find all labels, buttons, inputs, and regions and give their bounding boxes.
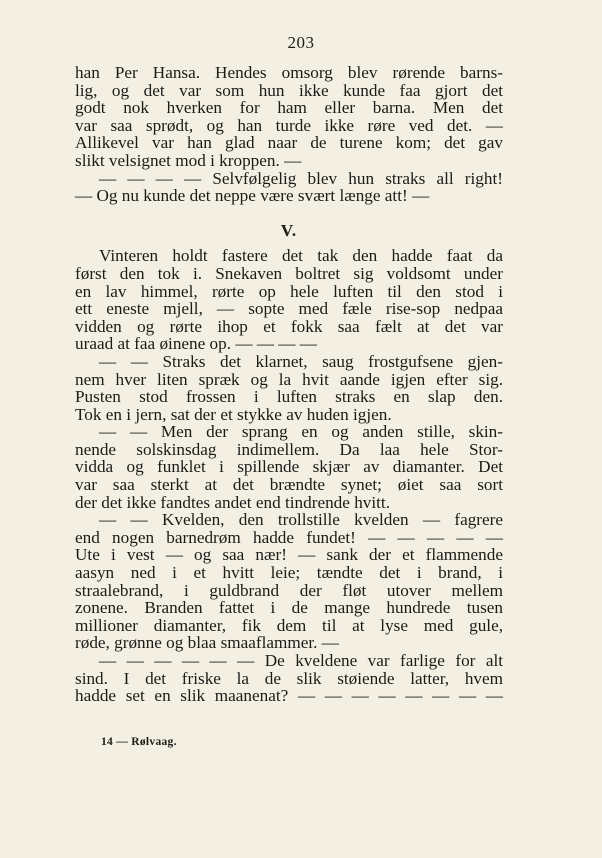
text-line: millioner diamanter, fik dem til at lyse med gule, — [75, 615, 503, 635]
text-line: røde, grønne og blaa smaaflammer. — — [75, 633, 339, 653]
text-line: — Og nu kunde det neppe være svært længe att! — — [75, 186, 430, 206]
text-line: nende solskinsdag indimellem. Da laa hele Stor- — [75, 439, 503, 459]
page-number: 203 — [287, 33, 315, 52]
paragraph — [75, 64, 503, 170]
paragraph — [75, 423, 503, 511]
text-line: Allikevel var han glad naar de turene kom; det gav — [75, 133, 503, 153]
text-line: — — — — — — De kveldene var farlige for alt — [99, 651, 503, 670]
text-line: Ute i vest — og saa nær! — sank der et flammende — [75, 545, 503, 565]
text-line: der det ikke fandtes andet end tindrende hvitt. — [75, 492, 390, 512]
text-line: en lav himmel, rørte op hele luften til den stod i — [75, 281, 503, 301]
text-line: — — Kvelden, den trollstille kvelden — fagrere — [99, 510, 503, 530]
body-text — [75, 64, 503, 705]
text-line: — — — — Selvfølgelig blev hun straks all right! — [99, 168, 503, 188]
footer-signature: 14 — Rølvaag. — [101, 736, 177, 748]
text-line: Pusten stod frossen i luften straks en slap den. — [75, 387, 503, 407]
text-line: var saa sterkt at det brændte synet; øiet saa sort — [75, 475, 503, 495]
text-line: slikt velsignet mod i kroppen. — — [75, 150, 302, 170]
text-line: Vinteren holdt fastere det tak den hadde faat da — [99, 246, 503, 266]
paragraph — [75, 247, 503, 353]
text-line: — — Men der sprang en og anden stille, skin- — [99, 422, 503, 442]
section-heading: V. — [280, 220, 298, 240]
paragraph — [75, 652, 503, 705]
paragraph — [75, 170, 503, 205]
text-line: vidden og rørte ihop et fokk saa fælt at det var — [75, 316, 503, 336]
text-line: godt nok hverken for ham eller barna. Men det — [75, 98, 503, 118]
text-line: var saa sprødt, og han turde ikke røre ved det. — — [75, 115, 503, 135]
text-line: uraad at faa øinene op. — — — — — [75, 334, 317, 354]
text-line: straalebrand, i guldbrand der fløt utover mellem — [75, 580, 503, 600]
text-line: Tok en i jern, sat der et stykke av huden igjen. — [75, 404, 392, 424]
text-line: lig, og det var som hun ikke kunde faa gjort det — [75, 80, 503, 100]
text-line: han Per Hansa. Hendes omsorg blev rørende barns- — [75, 63, 503, 82]
paragraph — [75, 511, 503, 652]
text-line: først den tok i. Snekaven boltret sig voldsomt under — [75, 263, 503, 283]
text-line: hadde set en slik maanenat? — — — — — — — — — [75, 686, 503, 706]
text-line: zonene. Branden fattet i de mange hundrede tusen — [75, 598, 503, 618]
text-line: end nogen barnedrøm hadde fundet! — — — — — — [75, 527, 503, 547]
text-line: nem hver liten spræk og la hvit aande igjen efter sig. — [75, 369, 503, 389]
text-line: vidda og funklet i spillende skjær av diamanter. Det — [75, 457, 503, 477]
text-line: sind. I det friske la de slik støiende latter, hvem — [75, 668, 503, 688]
text-line: aasyn ned i et hvitt leie; tændte det i brand, i — [75, 563, 503, 583]
text-line: ett eneste mjell, — sopte med fæle rise-sop nedpaa — [75, 299, 503, 319]
paragraph — [75, 353, 503, 423]
text-line: — — Straks det klarnet, saug frostgufsene gjen- — [99, 351, 503, 371]
